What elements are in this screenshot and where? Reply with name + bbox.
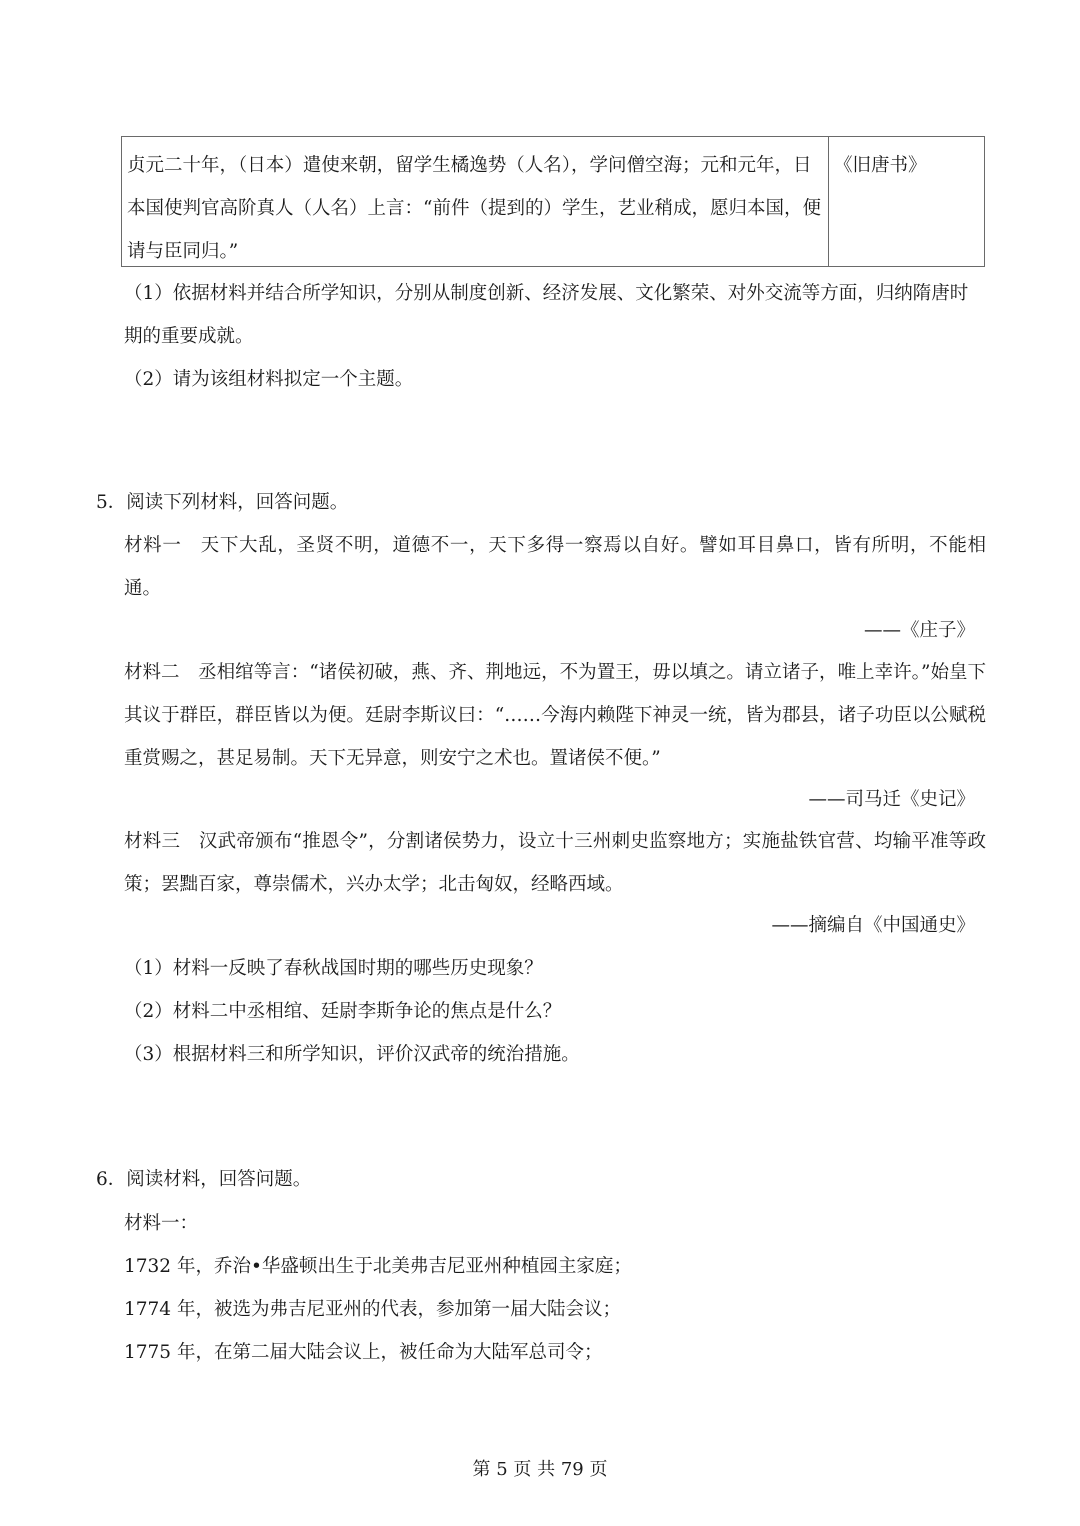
q4-sub1-line1: （1）依据材料并结合所学知识，分别从制度创新、经济发展、文化繁荣、对外交流等方面，归纳隋唐时	[124, 283, 969, 304]
table-source: 《旧唐书》	[834, 155, 927, 176]
q5-material-1-source: ——《庄子》	[863, 620, 975, 641]
table-material-text: 贞元二十年，（日本）遣使来朝，留学生橘逸势（人名），学问僧空海；元和元年，日本国使判官高阶真人（人名）上言：“前件（提到的）学生，艺业稍成，愿归本国，便请与臣同归。”	[127, 155, 821, 262]
q5-material-3: 材料三 汉武帝颁布“推恩令”，分割诸侯势力，设立十三州刺史监察地方；实施盐铁官营、均输平准等政策；罢黜百家，尊崇儒术，兴办太学；北击匈奴，经略西域。	[124, 831, 986, 895]
q5-material-2-source: ——司马迁《史记》	[808, 789, 975, 810]
q4-sub2: （2）请为该组材料拟定一个主题。	[124, 369, 414, 390]
page-number-footer: 第 5 页 共 79 页	[472, 1459, 608, 1480]
table-divider	[828, 137, 829, 266]
q6-heading: 6．阅读材料，回答问题。	[96, 1169, 312, 1190]
q6-line-1774: 1774 年，被选为弗吉尼亚州的代表，参加第一届大陆会议；	[124, 1299, 621, 1320]
q5-sub2: （2）材料二中丞相绾、廷尉李斯争论的焦点是什么？	[124, 1001, 562, 1022]
q5-sub3: （3）根据材料三和所学知识，评价汉武帝的统治措施。	[124, 1044, 580, 1065]
q5-sub1: （1）材料一反映了春秋战国时期的哪些历史现象？	[124, 958, 543, 979]
q5-material-1: 材料一 天下大乱，圣贤不明，道德不一，天下多得一察焉以自好。譬如耳目鼻口，皆有所明，不能相通。	[124, 535, 986, 599]
q5-material-3-source: ——摘编自《中国通史》	[771, 915, 975, 936]
q6-line-1775: 1775 年，在第二届大陆会议上，被任命为大陆军总司令；	[124, 1342, 603, 1363]
q5-heading: 5．阅读下列材料，回答问题。	[96, 492, 349, 513]
q6-material-1-label: 材料一：	[124, 1213, 199, 1234]
q5-material-2: 材料二 丞相绾等言：“诸侯初破，燕、齐、荆地远，不为置王，毋以填之。请立诸子，唯上幸许。”始皇下其议于群臣，群臣皆以为便。廷尉李斯议曰：“……今海内赖陛下神灵一统，皆为郡县，诸子功臣以公赋税重赏赐之，甚足易制。天下无异意，则安宁之术也。置诸侯不便。”	[124, 662, 986, 769]
q4-sub1-line2: 期的重要成就。	[124, 326, 254, 347]
q6-line-1732: 1732 年，乔治•华盛顿出生于北美弗吉尼亚州种植园主家庭；	[124, 1256, 632, 1277]
material-table	[121, 136, 985, 267]
